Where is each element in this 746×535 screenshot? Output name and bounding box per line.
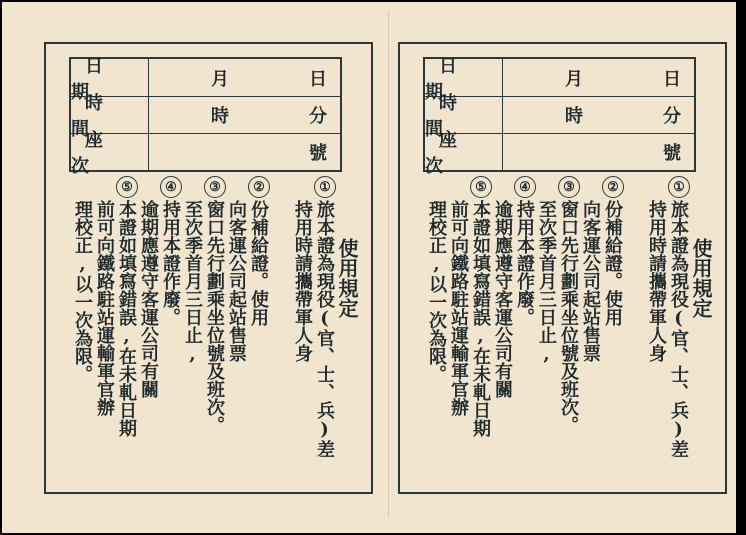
seat-row bbox=[71, 129, 340, 177]
seat-number-unit: 號 bbox=[309, 142, 327, 164]
clause-text-line: 份補給證。使用 bbox=[248, 200, 269, 326]
ticket-panel-right bbox=[398, 42, 727, 494]
clause-text-line: 本證如填寫錯誤,在未軋日期 bbox=[470, 200, 491, 437]
rules-clauses bbox=[58, 176, 335, 481]
clause-text-line: 持用時請攜帶軍人身 bbox=[292, 200, 313, 362]
center-fold bbox=[388, 12, 389, 517]
clause-number: ④ bbox=[514, 176, 536, 198]
clause-text-line: 向客運公司起站售票 bbox=[580, 200, 601, 362]
clause-number: ① bbox=[668, 176, 690, 198]
clause-text-line: 持用本證作廢。 bbox=[514, 200, 535, 326]
clause-number: ② bbox=[602, 176, 624, 198]
month-unit: 月 bbox=[211, 68, 229, 90]
clause-text-line: 至次季首月三日止, bbox=[182, 200, 203, 365]
rules-clauses bbox=[412, 176, 689, 481]
seat-number-unit: 號 bbox=[663, 142, 681, 164]
clause-text-line: 理校正,以一次為限。 bbox=[72, 200, 93, 383]
clause-number: ② bbox=[248, 176, 270, 198]
booking-grid bbox=[423, 55, 696, 177]
clause-number: ③ bbox=[558, 176, 580, 198]
clause-text-line: 理校正,以一次為限。 bbox=[426, 200, 447, 383]
clause-number: ⑤ bbox=[116, 176, 138, 198]
clause-text-line: 窗口先行劃乘坐位號及班次。 bbox=[558, 200, 579, 434]
time-label: 時 間 bbox=[425, 96, 503, 133]
clause-text-line: 逾期應遵守客運公司有關 bbox=[492, 200, 513, 398]
rules-title: 使用規定 bbox=[335, 238, 359, 318]
date-label: 日 期 bbox=[425, 59, 503, 96]
clause-text-line: 前可向鐵路駐站運輸軍官辦 bbox=[94, 200, 115, 416]
minute-unit: 分 bbox=[663, 105, 681, 127]
day-unit: 日 bbox=[663, 68, 681, 90]
ticket-sheet bbox=[2, 2, 736, 533]
clause-number: ① bbox=[314, 176, 336, 198]
clause-text-line: 持用本證作廢。 bbox=[160, 200, 181, 326]
seat-row bbox=[425, 129, 694, 177]
day-unit: 日 bbox=[309, 68, 327, 90]
clause-text-line: 窗口先行劃乘坐位號及班次。 bbox=[204, 200, 225, 434]
seat-label: 座 次 bbox=[71, 133, 149, 170]
clause-text-line: 向客運公司起站售票 bbox=[226, 200, 247, 362]
clause-text-line: 逾期應遵守客運公司有關 bbox=[138, 200, 159, 398]
month-unit: 月 bbox=[565, 68, 583, 90]
date-label: 日 期 bbox=[71, 59, 149, 96]
clause-number: ④ bbox=[160, 176, 182, 198]
clause-text-line: 持用時請攜帶軍人身 bbox=[646, 200, 667, 362]
clause-text-line: 前可向鐵路駐站運輸軍官辦 bbox=[448, 200, 469, 416]
clause-text-line: 本證如填寫錯誤,在未軋日期 bbox=[116, 200, 137, 437]
clause-number: ⑤ bbox=[470, 176, 492, 198]
seat-label: 座 次 bbox=[425, 133, 503, 170]
clause-text-line: 至次季首月三日止, bbox=[536, 200, 557, 365]
minute-unit: 分 bbox=[309, 105, 327, 127]
rules-title: 使用規定 bbox=[689, 238, 713, 318]
ticket-panel-left bbox=[44, 42, 373, 494]
hour-unit: 時 bbox=[211, 105, 229, 127]
clause-number: ③ bbox=[204, 176, 226, 198]
hour-unit: 時 bbox=[565, 105, 583, 127]
booking-grid bbox=[69, 55, 342, 177]
clause-text-line: 旅本證為現役(官、士、兵)差 bbox=[314, 200, 335, 458]
time-label: 時 間 bbox=[71, 96, 149, 133]
clause-text-line: 旅本證為現役(官、士、兵)差 bbox=[668, 200, 689, 458]
clause-text-line: 份補給證。使用 bbox=[602, 200, 623, 326]
